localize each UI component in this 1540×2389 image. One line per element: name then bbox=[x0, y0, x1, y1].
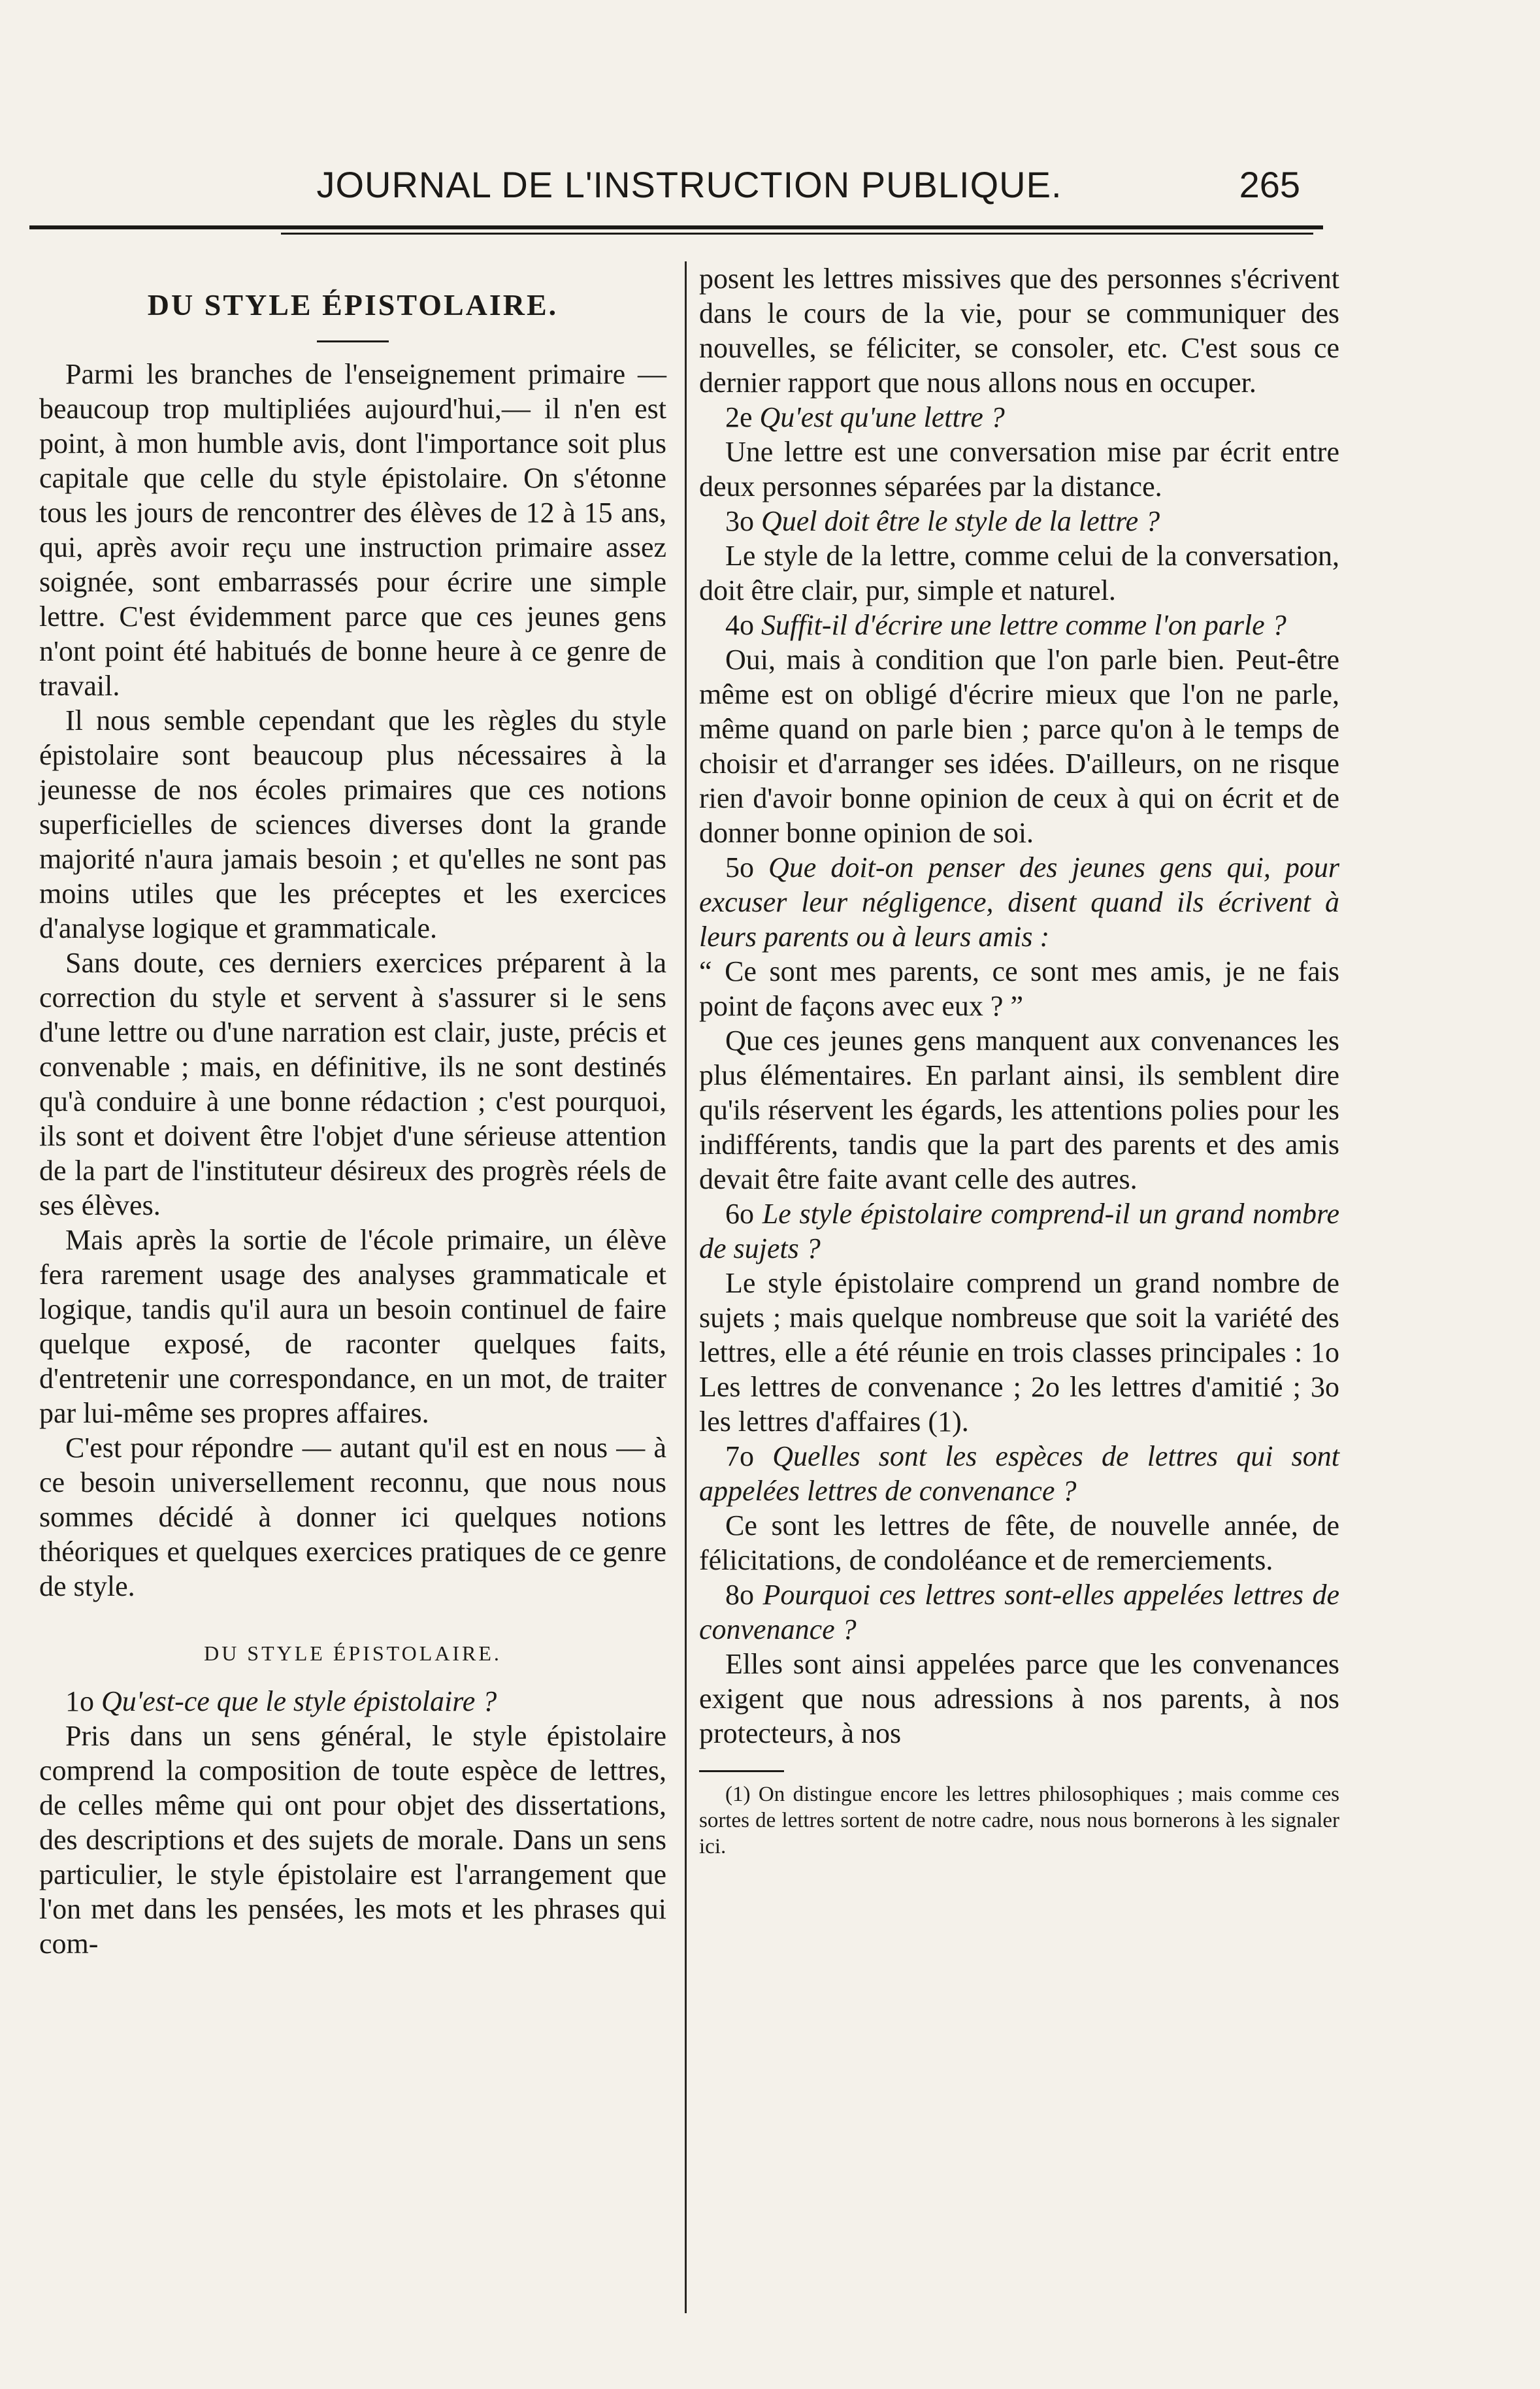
question bbox=[699, 1439, 1339, 1508]
question-text: Le style épistolaire comprend-il un grand nombre de sujets ? bbox=[699, 1198, 1340, 1264]
answer: Que ces jeunes gens manquent aux convenances les plus élémentaires. En parlant ainsi, ils semblent dire qu'ils réservent les égards, les attentions polies pour les indifférents, tandis que la part des parents et des amis devait être faite avant celle des autres. bbox=[699, 1025, 1339, 1195]
left-column bbox=[39, 261, 666, 1961]
article-title: DU STYLE ÉPISTOLAIRE. bbox=[147, 288, 559, 321]
paragraph-continuation: posent les lettres missives que des personnes s'écrivent dans le cours de la vie, pour se communiquer des nouvelles, se féliciter, se consoler, etc. C'est sous ce dernier rapport que nous allons nous en occuper. bbox=[699, 263, 1339, 399]
page-number: 265 bbox=[1239, 164, 1300, 205]
question-number: 4o bbox=[725, 609, 754, 641]
paragraph: Parmi les branches de l'enseignement primaire — beaucoup trop multipliées aujourd'hui,— il n'en est point, à mon humble avis, dont l'importance soit plus capitale que celle du style épistolaire. On s'étonne tous les jours de rencontrer des élèves de 12 à 15 ans, qui, après avoir reçu une instruction primaire assez soignée, sont embarrassés pour écrire une simple lettre. C'est évidemment parce que ces jeunes gens n'ont point été habitués de bonne heure à ce genre de travail. bbox=[39, 358, 666, 702]
answer: Oui, mais à condition que l'on parle bien. Peut-être même est on obligé d'écrire mieux que l'on ne parle, même quand on parle bien ; parce qu'on à le temps de choisir et d'arranger ses idées. D'ailleurs, on ne risque rien d'avoir bonne opinion de ceux à qui on écrit et de donner bonne opinion de soi. bbox=[699, 644, 1339, 849]
answer: Le style épistolaire comprend un grand nombre de sujets ; mais quelque nombreuse que soit la variété des lettres, elle a été réunie en trois classes principales : 1o Les lettres de convenance ; 2o les lettres d'amitié ; 3o les lettres d'affaires (1). bbox=[699, 1267, 1339, 1438]
page-header bbox=[281, 163, 1300, 209]
question-number: 2e bbox=[725, 401, 753, 433]
question-text: Pourquoi ces lettres sont-elles appelées lettres de convenance ? bbox=[699, 1579, 1340, 1645]
answer: Une lettre est une conversation mise par écrit entre deux personnes séparées par la distance. bbox=[699, 436, 1339, 503]
question-number: 6o bbox=[725, 1198, 754, 1230]
question bbox=[699, 1196, 1339, 1266]
question-number: 8o bbox=[725, 1579, 754, 1611]
question-text: Que doit-on penser des jeunes gens qui, pour excuser leur négligence, disent quand ils écrivent à leurs parents ou à leurs amis : bbox=[699, 851, 1339, 953]
title-rule bbox=[317, 340, 389, 342]
question-number: 1o bbox=[65, 1685, 94, 1717]
answer-quote: “ Ce sont mes parents, ce sont mes amis, je ne fais point de façons avec eux ? ” bbox=[699, 955, 1339, 1022]
footnote-rule bbox=[699, 1770, 784, 1772]
question bbox=[699, 504, 1339, 538]
paragraph: Il nous semble cependant que les règles du style épistolaire sont beaucoup plus nécessaires à la jeunesse de nos écoles primaires que ces notions superficielles de sciences diverses dont la grande majorité n'aura jamais besoin ; et qu'elles ne sont pas moins utiles que les préceptes et les exercices d'analyse logique et grammaticale. bbox=[39, 704, 666, 944]
question-text: Quel doit être le style de la lettre ? bbox=[761, 505, 1160, 537]
answer: Elles sont ainsi appelées parce que les convenances exigent que nous adressions à nos parents, à nos protecteurs, à nos bbox=[699, 1648, 1339, 1749]
right-column bbox=[699, 261, 1339, 1860]
paragraph: C'est pour répondre — autant qu'il est en nous — à ce besoin universellement reconnu, que nous nous sommes décidé à donner ici quelques notions théoriques et quelques exercices pratiques de ce genre de style. bbox=[39, 1432, 666, 1602]
paragraph: Sans doute, ces derniers exercices préparent à la correction du style et servent à s'assurer si le sens d'une lettre ou d'une narration est clair, juste, précis et convenable ; mais, en définitive, ils ne sont destinés qu'à conduire à une bonne rédaction ; c'est pourquoi, ils sont et doivent être l'objet d'une sérieuse attention de la part de l'instituteur désireux des progrès réels de ses élèves. bbox=[39, 947, 666, 1221]
question bbox=[39, 1684, 666, 1719]
section-subtitle: DU STYLE ÉPISTOLAIRE. bbox=[204, 1641, 502, 1665]
running-title: JOURNAL DE L'INSTRUCTION PUBLIQUE. bbox=[316, 164, 1062, 205]
answer: Ce sont les lettres de fête, de nouvelle année, de félicitations, de condoléance et de remerciements. bbox=[699, 1509, 1339, 1576]
question-text: Qu'est qu'une lettre ? bbox=[759, 401, 1005, 433]
header-rule-thin bbox=[281, 233, 1313, 235]
question bbox=[699, 850, 1339, 954]
question-text: Qu'est-ce que le style épistolaire ? bbox=[101, 1685, 497, 1717]
footnote: (1) On distingue encore les lettres philosophiques ; mais comme ces sortes de lettres sortent de notre cadre, nous nous bornerons à les signaler ici. bbox=[699, 1783, 1339, 1858]
paragraph: Mais après la sortie de l'école primaire, un élève fera rarement usage des analyses grammaticale et logique, tandis qu'il aura un besoin continuel de faire quelque exposé, de raconter quelques faits, d'entretenir une correspondance, en un mot, de traiter par lui-même ses propres affaires. bbox=[39, 1224, 666, 1429]
question-number: 7o bbox=[725, 1440, 754, 1472]
answer: Le style de la lettre, comme celui de la conversation, doit être clair, pur, simple et naturel. bbox=[699, 540, 1339, 606]
answer: Pris dans un sens général, le style épistolaire comprend la composition de toute espèce de lettres, de celles même qui ont pour objet des dissertations, des descriptions et des sujets de morale. Dans un sens particulier, le style épistolaire est l'arrangement que l'on met dans les pensées, les mots et les phrases qui com- bbox=[39, 1720, 666, 1960]
question-number: 5o bbox=[725, 851, 754, 883]
question bbox=[699, 608, 1339, 642]
question bbox=[699, 1577, 1339, 1647]
question-number: 3o bbox=[725, 505, 754, 537]
question bbox=[699, 400, 1339, 435]
header-rule-thick bbox=[29, 225, 1323, 229]
column-divider bbox=[685, 261, 687, 2313]
question-text: Suffit-il d'écrire une lettre comme l'on parle ? bbox=[761, 609, 1286, 641]
question-text: Quelles sont les espèces de lettres qui sont appelées lettres de convenance ? bbox=[699, 1440, 1339, 1507]
